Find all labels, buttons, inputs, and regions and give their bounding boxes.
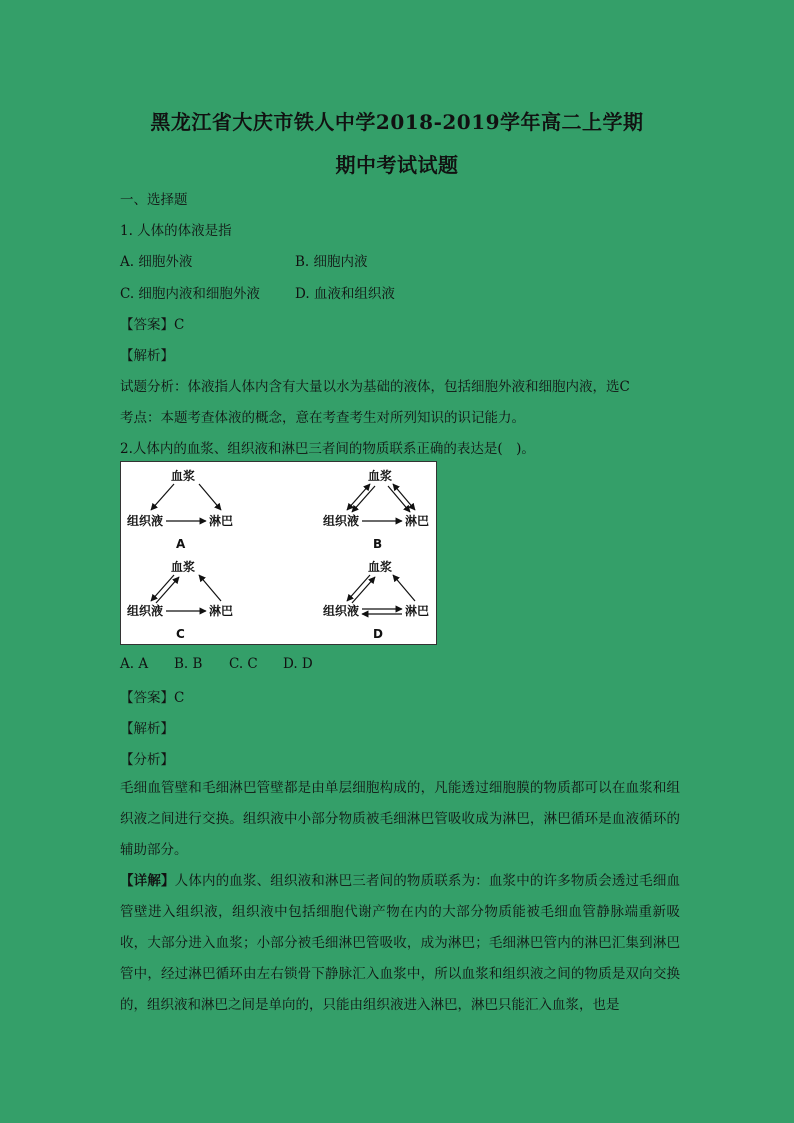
panel-d-arrow-tissue-to-plasma bbox=[352, 577, 375, 603]
q2-fenxi-text: 毛细血管壁和毛细淋巴管壁都是由单层细胞构成的，凡能透过细胞膜的物质都可以在血浆和组织液之间进行交换。组织液中小部分物质被毛细淋巴管吸收成为淋巴，淋巴循环是血液循环的辅助部分。 bbox=[120, 780, 680, 858]
doc-title-line1: 黑龙江省大庆市铁人中学2018-2019学年高二上学期 bbox=[150, 110, 644, 134]
panel-d-plasma: 血浆 bbox=[368, 560, 393, 574]
diagram-panel-d bbox=[323, 559, 429, 641]
q2-option-a: A. A bbox=[120, 656, 149, 672]
q1-stem: 1. 人体的体液是指 bbox=[120, 223, 232, 239]
panel-b-tissue-fluid: 组织液 bbox=[323, 514, 360, 528]
panel-a-tissue-fluid: 组织液 bbox=[127, 514, 164, 528]
panel-c-arrow-lymph-to-plasma bbox=[199, 575, 221, 601]
panel-a-arrow-plasma-to-tissue bbox=[151, 484, 174, 510]
q1-option-c: C. 细胞内液和细胞外液 bbox=[120, 286, 260, 302]
panel-b-label: B bbox=[373, 537, 383, 551]
q1-option-d: D. 血液和组织液 bbox=[295, 286, 395, 302]
q1-option-b: B. 细胞内液 bbox=[295, 254, 368, 270]
panel-d-label: D bbox=[373, 627, 383, 641]
q2-fenxi-label: 【分析】 bbox=[120, 752, 174, 768]
panel-d-lymph: 淋巴 bbox=[405, 604, 430, 618]
q2-analysis-label: 【解析】 bbox=[120, 721, 174, 737]
panel-c-tissue-fluid: 组织液 bbox=[127, 604, 164, 618]
panel-c-lymph: 淋巴 bbox=[209, 604, 234, 618]
panel-c-plasma: 血浆 bbox=[171, 560, 196, 574]
panel-b-plasma: 血浆 bbox=[368, 469, 393, 483]
panel-a-lymph: 淋巴 bbox=[209, 514, 234, 528]
panel-d-arrow-lymph-to-plasma bbox=[393, 575, 415, 601]
q2-answer: 【答案】C bbox=[120, 690, 185, 706]
diagram-panel-c bbox=[127, 559, 233, 641]
q1-knowledge-point: 考点：本题考查体液的概念，意在考查考生对所列知识的识记能力。 bbox=[120, 410, 525, 426]
doc-title-line2: 期中考试试题 bbox=[335, 153, 459, 177]
q2-option-c: C. C bbox=[229, 656, 258, 672]
q1-option-a: A. 细胞外液 bbox=[120, 254, 193, 270]
panel-b-arrow-plasma-tissue-2 bbox=[352, 486, 375, 512]
q2-stem: 2.人体内的血浆、组织液和淋巴三者间的物质联系正确的表达是( )。 bbox=[120, 441, 535, 457]
panel-c-arrow-tissue-to-plasma bbox=[156, 577, 179, 603]
diagram-panel-a bbox=[127, 468, 233, 551]
panel-a-plasma: 血浆 bbox=[171, 469, 196, 483]
panel-b-arrow-plasma-lymph bbox=[393, 484, 415, 510]
q2-diagram-svg bbox=[121, 462, 436, 644]
panel-d-arrow-plasma-to-tissue bbox=[347, 575, 370, 601]
q2-detail-text: 人体内的血浆、组织液和淋巴三者间的物质联系为：血浆中的许多物质会透过毛细血管壁进入组织液，组织液中包括细胞代谢产物在内的大部分物质能被毛细血管静脉端重新吸收，大部分进入血浆；小部分被毛细淋巴管吸收，成为淋巴；毛细淋巴管内的淋巴汇集到淋巴管中，经过淋巴循环由左右锁骨下静脉汇入血浆中，所以血浆和组织液之间的物质是双向交换的，组织液和淋巴之间是单向的，只能由组织液进入淋巴，淋巴只能汇入血浆，也是 bbox=[120, 873, 681, 1013]
panel-c-arrow-plasma-to-tissue bbox=[151, 575, 174, 601]
q1-analysis-text: 试题分析：体液指人体内含有大量以水为基础的液体，包括细胞外液和细胞内液，选C bbox=[120, 379, 630, 395]
panel-b-arrow-plasma-lymph-2 bbox=[388, 486, 410, 512]
panel-d-tissue-fluid: 组织液 bbox=[323, 604, 360, 618]
panel-a-arrow-plasma-to-lymph bbox=[199, 484, 221, 510]
diagram-panel-b bbox=[323, 468, 429, 551]
panel-a-label: A bbox=[176, 537, 186, 551]
panel-b-lymph: 淋巴 bbox=[405, 514, 430, 528]
panel-b-arrow-plasma-tissue bbox=[347, 484, 370, 510]
section-heading: 一、选择题 bbox=[120, 192, 188, 208]
q2-option-d: D. D bbox=[283, 656, 313, 672]
q2-diagram bbox=[120, 461, 437, 645]
q2-detail-paragraph bbox=[120, 866, 680, 1021]
q1-answer: 【答案】C bbox=[120, 317, 185, 333]
panel-c-label: C bbox=[176, 627, 185, 641]
q2-option-b: B. B bbox=[174, 656, 203, 672]
q1-analysis-label: 【解析】 bbox=[120, 348, 174, 364]
q2-detail-label: 【详解】 bbox=[120, 873, 175, 889]
